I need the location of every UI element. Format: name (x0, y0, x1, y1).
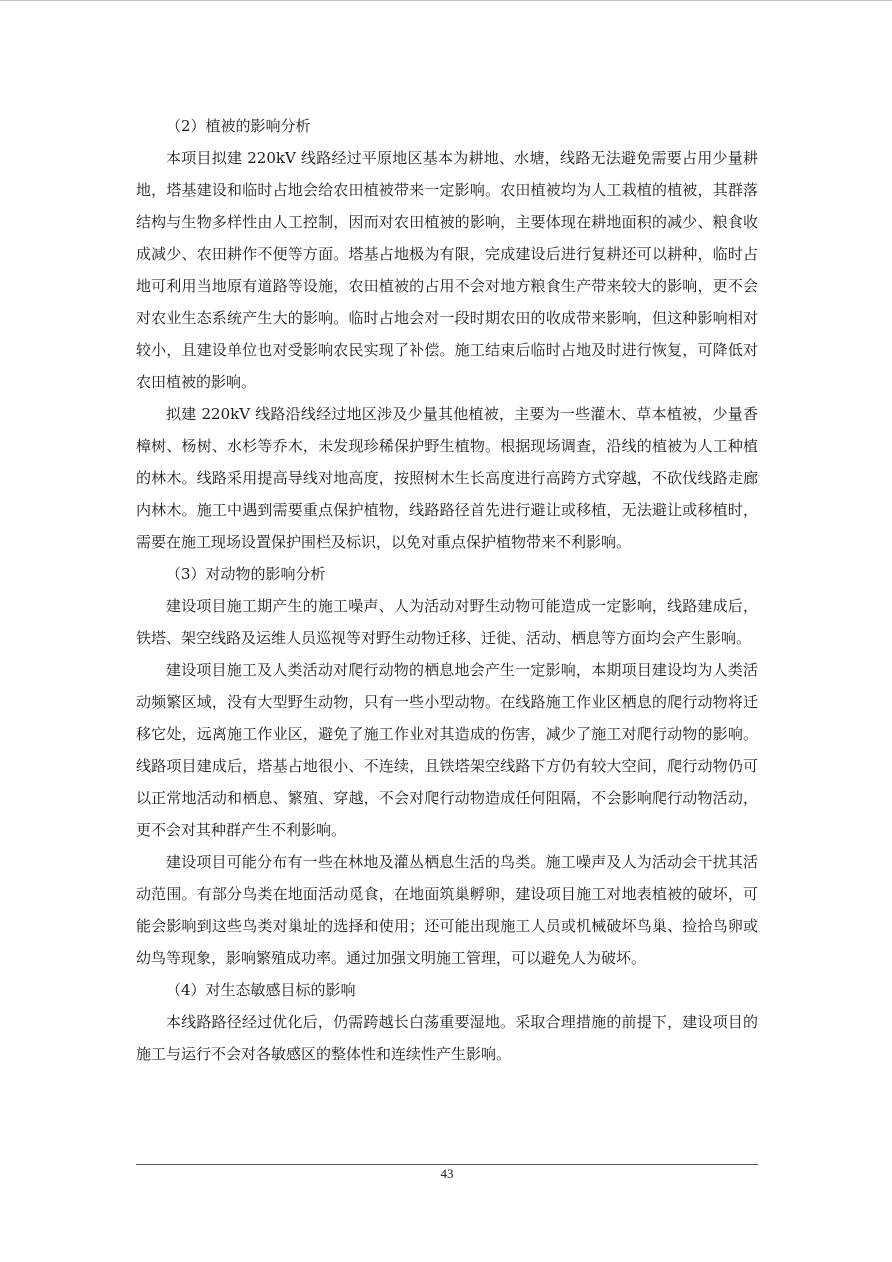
page-top-border (0, 0, 892, 1)
paragraph-wetland: 本线路路径经过优化后，仍需跨越长白荡重要湿地。采取合理措施的前提下，建设项目的施工与运行不会对各敏感区的整体性和连续性产生影响。 (136, 1013, 758, 1063)
document-body (136, 110, 758, 1070)
section-heading-sensitive-targets: （4）对生态敏感目标的影响 (166, 981, 356, 999)
section-heading-vegetation: （2）植被的影响分析 (166, 117, 311, 135)
paragraph-birds: 建设项目可能分布有一些在林地及灌丛栖息生活的鸟类。施工噪声及人为活动会干扰其活动范围。有部分鸟类在地面活动觅食，在地面筑巢孵卵，建设项目施工对地表植被的破坏，可能会影响到这些鸟类对巢址的选择和使用；还可能出现施工人员或机械破坏鸟巢、捡拾鸟卵或幼鸟等现象，影响繁殖成功率。通过加强文明施工管理，可以避免人为破坏。 (136, 853, 758, 967)
paragraph-farmland-vegetation: 本项目拟建 220kV 线路经过平原地区基本为耕地、水塘，线路无法避免需要占用少量耕地，塔基建设和临时占地会给农田植被带来一定影响。农田植被均为人工栽植的植被，其群落结构与生物多样性由人工控制，因而对农田植被的影响，主要体现在耕地面积的减少、粮食收成减少、农田耕作不便等方面。塔基占地极为有限，完成建设后进行复耕还可以耕种，临时占地可利用当地原有道路等设施，农田植被的占用不会对地方粮食生产带来较大的影响，更不会对农业生态系统产生大的影响。临时占地会对一段时期农田的收成带来影响，但这种影响相对较小，且建设单位也对受影响农民实现了补偿。施工结束后临时占地及时进行恢复，可降低对农田植被的影响。 (136, 149, 758, 391)
footer-divider (136, 1164, 758, 1165)
paragraph-other-vegetation: 拟建 220kV 线路沿线经过地区涉及少量其他植被，主要为一些灌木、草本植被，少量香樟树、杨树、水杉等乔木，未发现珍稀保护野生植物。根据现场调查，沿线的植被为人工种植的林木。线路采用提高导线对地高度，按照树木生长高度进行高跨方式穿越，不砍伐线路走廊内林木。施工中遇到需要重点保护植物，线路路径首先进行避让或移植，无法避让或移植时，需要在施工现场设置保护围栏及标识，以免对重点保护植物带来不利影响。 (136, 405, 758, 551)
page-number: 43 (440, 1166, 454, 1181)
paragraph-reptiles: 建设项目施工及人类活动对爬行动物的栖息地会产生一定影响，本期项目建设均为人类活动频繁区域，没有大型野生动物，只有一些小型动物。在线路施工作业区栖息的爬行动物将迁移它处，远离施工作业区，避免了施工作业对其造成的伤害，减少了施工对爬行动物的影响。线路项目建成后，塔基占地很小、不连续，且铁塔架空线路下方仍有较大空间，爬行动物仍可以正常地活动和栖息、繁殖、穿越，不会对爬行动物造成任何阻隔，不会影响爬行动物活动，更不会对其种群产生不利影响。 (136, 661, 758, 839)
paragraph-wildlife-impact: 建设项目施工期产生的施工噪声、人为活动对野生动物可能造成一定影响，线路建成后，铁塔、架空线路及运维人员巡视等对野生动物迁移、迁徙、活动、栖息等方面均会产生影响。 (136, 597, 758, 647)
section-heading-animals: （3）对动物的影响分析 (166, 565, 326, 583)
